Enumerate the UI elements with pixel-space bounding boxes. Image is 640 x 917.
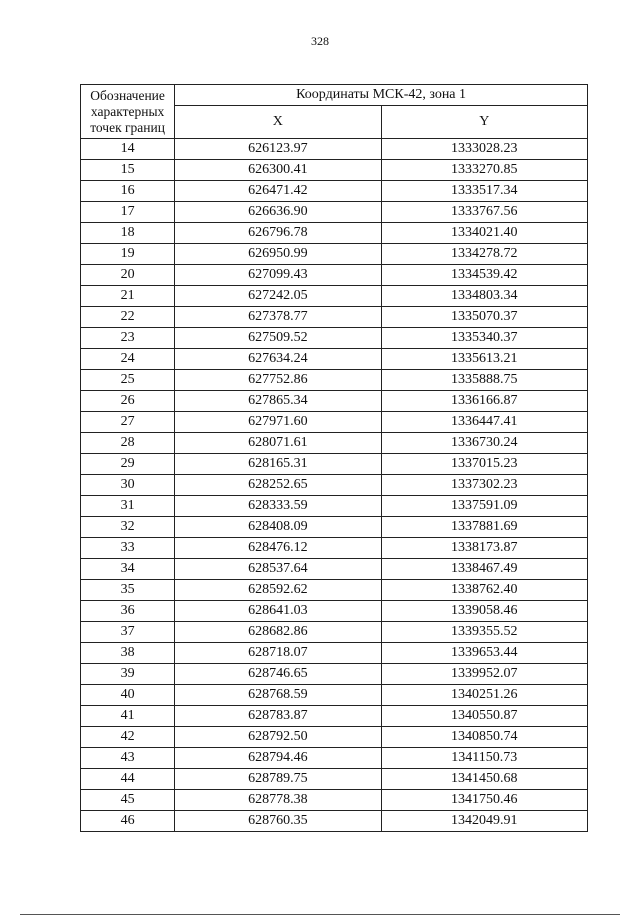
point-cell: 16 [81,181,175,202]
x-cell: 626300.41 [175,160,381,181]
y-cell: 1335070.37 [381,307,587,328]
x-cell: 628071.61 [175,433,381,454]
page-number: 328 [311,34,329,48]
y-cell: 1339355.52 [381,622,587,643]
y-cell: 1334539.42 [381,265,587,286]
bottom-rule [20,914,620,915]
x-cell: 628476.12 [175,538,381,559]
point-cell: 19 [81,244,175,265]
table-row [81,475,588,496]
table-row [81,307,588,328]
y-cell: 1334278.72 [381,244,587,265]
table-row [81,412,588,433]
y-cell: 1342049.91 [381,811,587,832]
header-coordinate-system: Координаты МСК-42, зона 1 [175,85,588,106]
x-cell: 626123.97 [175,139,381,160]
table-row [81,580,588,601]
table-header-row [81,85,588,106]
x-cell: 627509.52 [175,328,381,349]
point-cell: 18 [81,223,175,244]
y-cell: 1339653.44 [381,643,587,664]
x-cell: 628718.07 [175,643,381,664]
table-row [81,328,588,349]
table-row [81,811,588,832]
table-row [81,622,588,643]
y-cell: 1333028.23 [381,139,587,160]
table-row [81,517,588,538]
point-cell: 46 [81,811,175,832]
point-cell: 45 [81,790,175,811]
point-cell: 43 [81,748,175,769]
x-cell: 628760.35 [175,811,381,832]
point-cell: 21 [81,286,175,307]
y-cell: 1341450.68 [381,769,587,790]
x-cell: 626950.99 [175,244,381,265]
table-row [81,391,588,412]
x-cell: 627865.34 [175,391,381,412]
y-cell: 1333270.85 [381,160,587,181]
x-cell: 628789.75 [175,769,381,790]
header-point-line: точек границ [90,119,165,135]
point-cell: 39 [81,664,175,685]
x-cell: 626636.90 [175,202,381,223]
point-cell: 41 [81,706,175,727]
y-cell: 1336166.87 [381,391,587,412]
table-row [81,706,588,727]
table-row [81,538,588,559]
x-cell: 627378.77 [175,307,381,328]
point-cell: 42 [81,727,175,748]
y-cell: 1334803.34 [381,286,587,307]
coordinates-table [80,84,588,832]
table-row [81,433,588,454]
table-body [81,139,588,832]
y-cell: 1336447.41 [381,412,587,433]
table-row [81,202,588,223]
table-row [81,370,588,391]
x-cell: 626471.42 [175,181,381,202]
x-cell: 628746.65 [175,664,381,685]
x-cell: 628794.46 [175,748,381,769]
table-row [81,160,588,181]
point-cell: 31 [81,496,175,517]
header-x: X [175,106,381,139]
y-cell: 1333517.34 [381,181,587,202]
header-point-line: Обозначение [90,87,165,103]
table-row [81,664,588,685]
header-y: Y [381,106,587,139]
x-cell: 628537.64 [175,559,381,580]
x-cell: 628252.65 [175,475,381,496]
x-cell: 627634.24 [175,349,381,370]
point-cell: 35 [81,580,175,601]
x-cell: 628165.31 [175,454,381,475]
point-cell: 17 [81,202,175,223]
point-cell: 36 [81,601,175,622]
y-cell: 1340850.74 [381,727,587,748]
table-row [81,454,588,475]
x-cell: 627242.05 [175,286,381,307]
y-cell: 1338467.49 [381,559,587,580]
point-cell: 27 [81,412,175,433]
x-cell: 628408.09 [175,517,381,538]
header-point-designation [81,85,175,139]
point-cell: 23 [81,328,175,349]
table-row [81,349,588,370]
point-cell: 33 [81,538,175,559]
x-cell: 627099.43 [175,265,381,286]
x-cell: 628641.03 [175,601,381,622]
y-cell: 1335340.37 [381,328,587,349]
y-cell: 1334021.40 [381,223,587,244]
table-row [81,601,588,622]
point-cell: 38 [81,643,175,664]
point-cell: 34 [81,559,175,580]
table-row [81,748,588,769]
y-cell: 1340550.87 [381,706,587,727]
x-cell: 628333.59 [175,496,381,517]
x-cell: 627971.60 [175,412,381,433]
table-row [81,769,588,790]
point-cell: 25 [81,370,175,391]
y-cell: 1337591.09 [381,496,587,517]
header-point-line: характерных [90,103,165,119]
table-row [81,727,588,748]
y-cell: 1341150.73 [381,748,587,769]
y-cell: 1340251.26 [381,685,587,706]
point-cell: 20 [81,265,175,286]
point-cell: 40 [81,685,175,706]
point-cell: 26 [81,391,175,412]
table-row [81,685,588,706]
table-row [81,643,588,664]
point-cell: 14 [81,139,175,160]
x-cell: 628792.50 [175,727,381,748]
y-cell: 1339058.46 [381,601,587,622]
point-cell: 30 [81,475,175,496]
table-row [81,244,588,265]
table-row [81,496,588,517]
table-row [81,286,588,307]
y-cell: 1335613.21 [381,349,587,370]
y-cell: 1339952.07 [381,664,587,685]
x-cell: 628778.38 [175,790,381,811]
point-cell: 15 [81,160,175,181]
y-cell: 1337015.23 [381,454,587,475]
y-cell: 1341750.46 [381,790,587,811]
y-cell: 1338173.87 [381,538,587,559]
y-cell: 1337302.23 [381,475,587,496]
x-cell: 628783.87 [175,706,381,727]
point-cell: 28 [81,433,175,454]
point-cell: 44 [81,769,175,790]
table-row [81,223,588,244]
table-row [81,181,588,202]
point-cell: 22 [81,307,175,328]
x-cell: 628768.59 [175,685,381,706]
y-cell: 1336730.24 [381,433,587,454]
point-cell: 24 [81,349,175,370]
table-row [81,790,588,811]
point-cell: 29 [81,454,175,475]
y-cell: 1337881.69 [381,517,587,538]
x-cell: 627752.86 [175,370,381,391]
table-row [81,265,588,286]
y-cell: 1335888.75 [381,370,587,391]
y-cell: 1333767.56 [381,202,587,223]
x-cell: 628592.62 [175,580,381,601]
x-cell: 626796.78 [175,223,381,244]
table-row [81,559,588,580]
point-cell: 32 [81,517,175,538]
x-cell: 628682.86 [175,622,381,643]
point-cell: 37 [81,622,175,643]
y-cell: 1338762.40 [381,580,587,601]
table-row [81,139,588,160]
